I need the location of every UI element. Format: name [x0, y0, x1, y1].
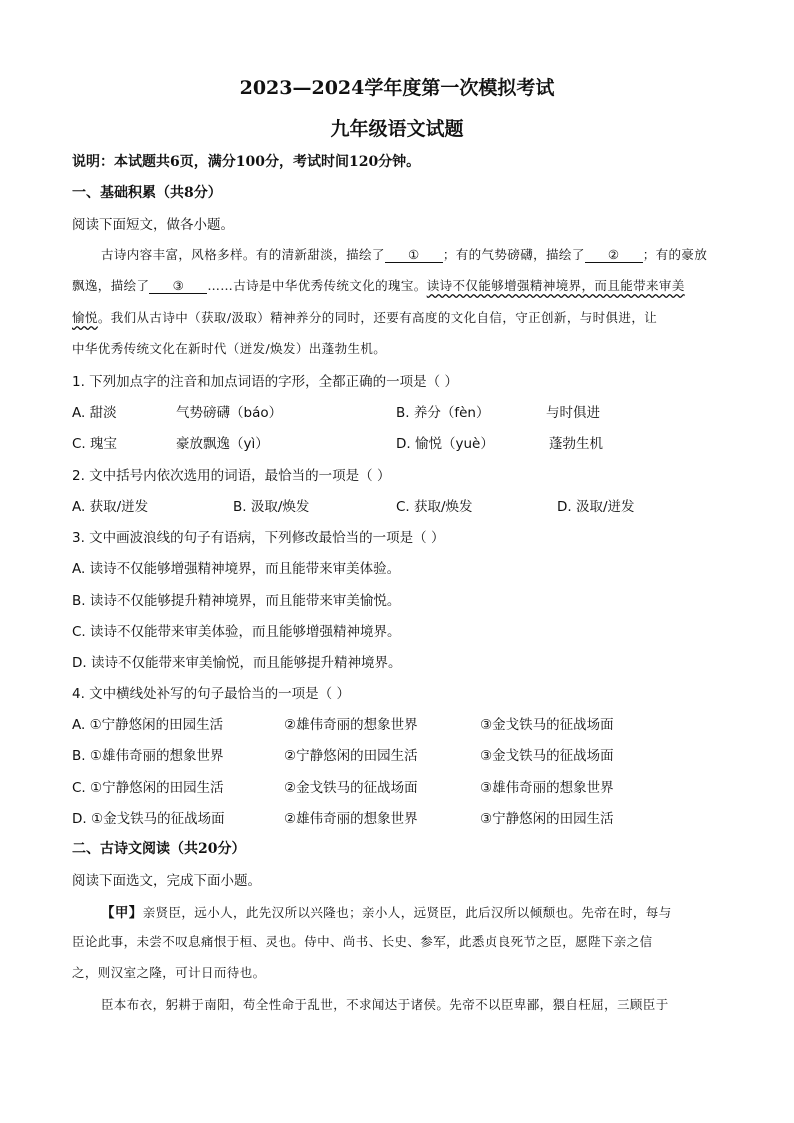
- jia-label: 【甲】: [101, 905, 143, 921]
- passage-line-3: 愉悦。我们从古诗中（获取/汲取）精神养分的同时，还要有高度的文化自信，守正创新，与时俱进，让: [72, 310, 658, 325]
- exam-instructions: 说明：本试题共6页，满分100分，考试时间120分钟。: [72, 154, 421, 170]
- section2-heading: 二、古诗文阅读（共20分）: [72, 841, 246, 857]
- blank-1: ①: [385, 247, 443, 263]
- passage-line-1: 古诗内容丰富，风格多样。有的清新甜淡，描绘了 ① ；有的气势磅礴，描绘了 ② ；有的豪放: [101, 247, 708, 262]
- q4-option-b-1: B. ①雄伟奇丽的想象世界: [72, 748, 224, 764]
- q2-option-d: D. 汲取/迸发: [557, 499, 635, 515]
- exam-title: 2023—2024学年度第一次模拟考试: [239, 77, 555, 99]
- q4-option-a-2: ②雄伟奇丽的想象世界: [284, 717, 418, 733]
- q1-option-b-word: 与时俱进: [546, 405, 600, 421]
- q4-option-b-2: ②宁静悠闲的田园生活: [284, 748, 418, 764]
- reading-jia-line-3: 之，则汉室之隆，可计日而待也。: [72, 965, 266, 980]
- q1-option-c: C. 瑰宝: [72, 436, 118, 452]
- question-1-stem: 1. 下列加点字的注音和加点词语的字形，全都正确的一项是（ ）: [72, 374, 458, 390]
- question-2-stem: 2. 文中括号内依次选用的词语，最恰当的一项是（ ）: [72, 468, 391, 484]
- q3-option-b: B. 读诗不仅能够提升精神境界，而且能带来审美愉悦。: [72, 593, 401, 609]
- reading-jia-line-2: 臣论此事，未尝不叹息痛恨于桓、灵也。侍中、尚书、长史、参军，此悉贞良死节之臣，愿陛下亲之信: [72, 934, 653, 949]
- q4-option-c-1: C. ①宁静悠闲的田园生活: [72, 780, 224, 796]
- exam-subtitle: 九年级语文试题: [330, 118, 464, 140]
- q4-option-a-3: ③金戈铁马的征战场面: [480, 717, 614, 733]
- q2-option-a: A. 获取/迸发: [72, 499, 149, 515]
- q4-option-d-2: ②雄伟奇丽的想象世界: [284, 811, 418, 827]
- q3-option-d: D. 读诗不仅能带来审美愉悦，而且能够提升精神境界。: [72, 655, 402, 671]
- q1-option-b: B. 养分（fèn）: [396, 405, 490, 421]
- q3-option-c: C. 读诗不仅能带来审美体验，而且能够增强精神境界。: [72, 624, 401, 640]
- q1-option-c-word: 豪放飘逸（yì）: [176, 436, 269, 452]
- section1-heading: 一、基础积累（共8分）: [72, 185, 222, 201]
- question-3-stem: 3. 文中画波浪线的句子有语病，下列修改最恰当的一项是（ ）: [72, 530, 445, 546]
- passage-line-2: 飘逸，描绘了 ③ ……古诗是中华优秀传统文化的瑰宝。读诗不仅能够增强精神境界，而且能带来审美: [72, 278, 685, 293]
- question-4-stem: 4. 文中横线处补写的句子最恰当的一项是（ ）: [72, 686, 350, 702]
- q4-option-c-2: ②金戈铁马的征战场面: [284, 780, 418, 796]
- reading-jia-line-4: 臣本布衣，躬耕于南阳，苟全性命于乱世，不求闻达于诸侯。先帝不以臣卑鄙，猥自枉屈，三顾臣于: [101, 997, 669, 1012]
- q2-option-b: B. 汲取/焕发: [233, 499, 310, 515]
- blank-3: ③: [149, 278, 207, 294]
- q1-option-a-word: 气势磅礴（báo）: [176, 405, 283, 421]
- q1-option-d: D. 愉悦（yuè）: [396, 436, 494, 452]
- q2-option-c: C. 获取/焕发: [396, 499, 473, 515]
- q4-option-a-1: A. ①宁静悠闲的田园生活: [72, 717, 224, 733]
- q3-option-a: A. 读诗不仅能够增强精神境界，而且能带来审美体验。: [72, 561, 401, 577]
- q4-option-d-1: D. ①金戈铁马的征战场面: [72, 811, 225, 827]
- reading-jia-line-1: 【甲】亲贤臣，远小人，此先汉所以兴隆也；亲小人，远贤臣，此后汉所以倾颓也。先帝在时，每与: [101, 905, 672, 921]
- section1-intro: 阅读下面短文，做各小题。: [72, 217, 234, 233]
- q1-option-a: A. 甜淡: [72, 405, 117, 421]
- wavy-sentence: 读诗不仅能够增强精神境界，而且能带来审美: [426, 278, 685, 293]
- passage-line-4: 中华优秀传统文化在新时代（迸发/焕发）出蓬勃生机。: [72, 341, 387, 356]
- q4-option-d-3: ③宁静悠闲的田园生活: [480, 811, 614, 827]
- blank-2: ②: [585, 247, 643, 263]
- q1-option-d-word: 蓬勃生机: [549, 436, 603, 452]
- q4-option-b-3: ③金戈铁马的征战场面: [480, 748, 614, 764]
- section2-intro: 阅读下面选文，完成下面小题。: [72, 873, 261, 889]
- q4-option-c-3: ③雄伟奇丽的想象世界: [480, 780, 614, 796]
